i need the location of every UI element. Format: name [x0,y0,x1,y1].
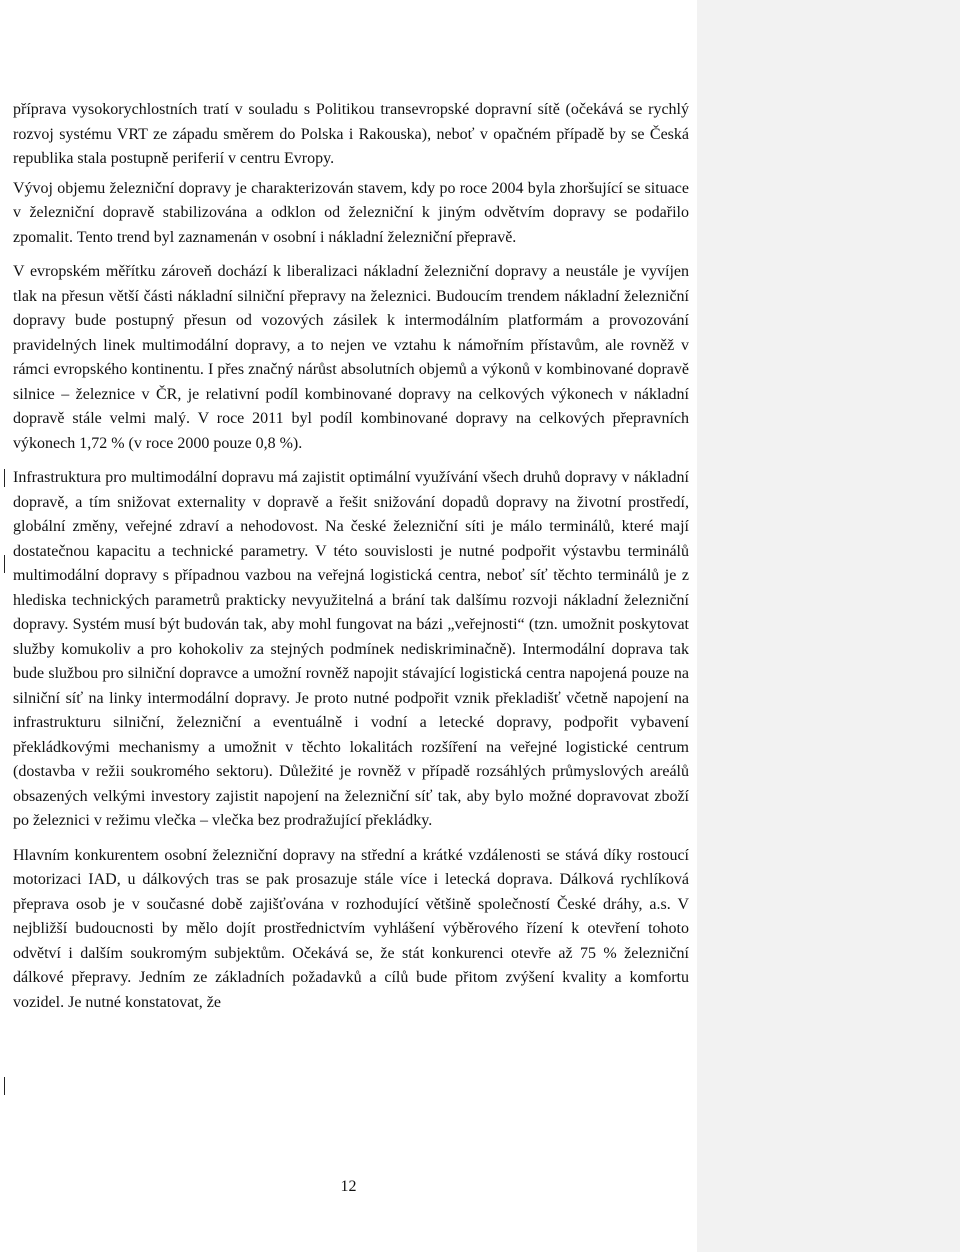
paragraph-3: V evropském měřítku zároveň dochází k liberalizaci nákladní železniční dopravy a neustále je vyvíjen tlak na přesun větší části nákladní silniční přepravy na železnici. Budoucím trendem nákladní železniční dopravy bude postupný přesun od vozových zásilek k intermodálním platformám a provozování pravidelných linek multimodální dopravy, a to nejen ve vztahu k námořním přístavům, ale rovněž v rámci evropského kontinentu. I přes značný nárůst absolutních objemů a výkonů v kombinované dopravě silnice – železnice v ČR, je relativní podíl kombinované dopravy na celkových výkonech v nákladní dopravě stále velmi malý. V roce 2011 byl podíl kombinované dopravy na celkových přepravních výkonech 1,72 % (v roce 2000 pouze 0,8 %). [13,263,689,452]
comment-margin-pane [697,0,960,1252]
paragraph-1: příprava vysokorychlostních tratí v souladu s Politikou transevropské dopravní sítě (očekává se rychlý rozvoj systému VRT ze západu směrem do Polska i Rakouska), neboť v opačném případě by se Česká republika stala postupně periferií v centru Evropy. [13,101,689,167]
paragraph-2: Vývoj objemu železniční dopravy je charakterizován stavem, kdy po roce 2004 byla zhoršující se situace v železniční dopravě stabilizována a odklon od železniční k jiným odvětvím dopravy se podařilo zpomalit. Tento trend byl zaznamenán v osobní i nákladní železniční přepravě. [13,179,689,246]
paragraph-4: Infrastruktura pro multimodální dopravu má zajistit optimální využívání všech druhů dopravy v nákladní dopravě, a tím snižovat externality v dopravě a řešit snižování dopadů dopravy na životní prostředí, globální změny, veřejné zdraví a nehodovost. Na české železniční síti je málo terminálů, které mají dostatečnou kapacitu a technické parametry. V této souvislosti je nutné podpořit výstavbu terminálů multimodální dopravy s případnou vazbou na veřejná logistická centra, neboť síť těchto terminálů je z hlediska technických parametrů prakticky nevyužitelná a brání tak dalšímu rozvoji nákladní železniční dopravy. Systém musí být budován tak, aby mohl fungovat na bázi „veřejnosti“ (tzn. umožnit poskytovat služby komukoliv a pro kohokoliv za stejných podmínek nediskriminačně). Intermodální doprava tak bude službou pro silniční dopravce a umožní rovněž napojit stávající logistická centra napojená pouze na silniční síť na linky intermodální dopravy. Je proto nutné podpořit vznik překladišť včetně napojení na infrastrukturu silniční, železniční a eventuálně i vodní a letecké dopravy, podpořit vybavení překládkovými mechanismy a umožnit v těchto lokalitách rozšíření na veřejné logistické centrum (dostavba v režii soukromého sektoru). Důležité je rovněž v případě rozsáhlých průmyslových areálů obsazených velkými investory zajistit napojení na železniční síť tak, aby bylo možné dopravovat zboží po železnici v režimu vlečka – vlečka bez prodražující překládky. [13,469,689,829]
page-number: 12 [340,1178,357,1195]
revision-change-bar [4,469,5,487]
revision-change-bar [4,555,5,573]
revision-change-bar [4,1077,5,1095]
paragraph-5: Hlavním konkurentem osobní železniční dopravy na střední a krátké vzdálenosti se stává díky rostoucí motorizaci IAD, u dálkových tras se pak prosazuje stále více i letecká doprava. Dálková rychlíková přeprava osob je v současné době zajišťována v rozhodující většině společností České dráhy, a.s. V nejbližší budoucnosti by mělo dojít prostřednictvím vyhlášení výběrového řízení k otevření tohoto odvětví i dalším soukromým subjektům. Očekává se, že stát konkurenci otevře až 75 % železniční dálkové přepravy. Jedním ze základních požadavků a cílů bude přitom zvýšení kvality a komfortu vozidel. Je nutné konstatovat, že [13,846,689,1011]
body-text [13,98,689,1015]
